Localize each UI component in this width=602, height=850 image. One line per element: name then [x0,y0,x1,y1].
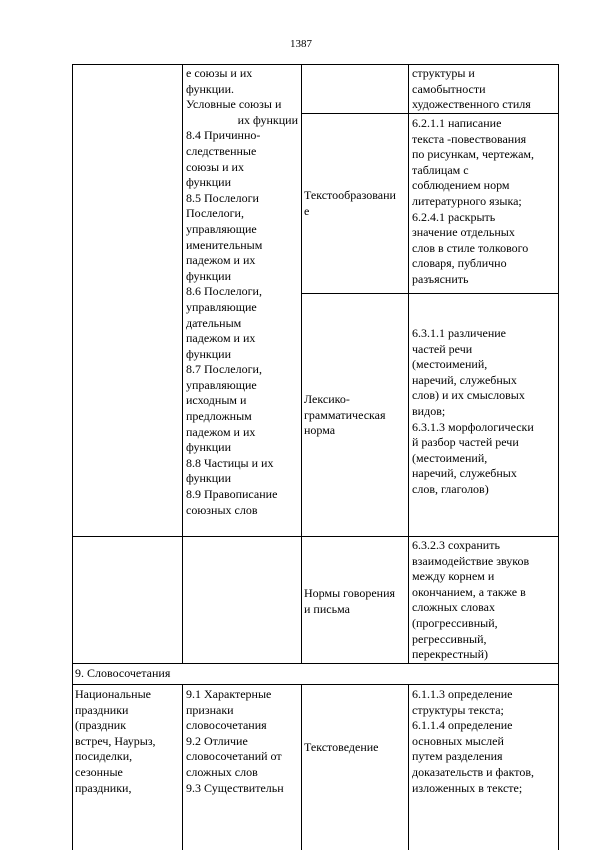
grammar-topics-cell-2 [186,687,298,796]
text-line: взаимодействие звуков [412,553,530,568]
text-line: управляющие [186,221,257,236]
text-line: 8.4 Причинно- [186,128,261,143]
text-line: управляющие [186,377,257,392]
text-line: падежом и их [186,331,256,346]
text-line: окончанием, а также в [412,584,526,599]
text-line: 6.3.1.1 различение [412,326,507,340]
text-line: союзы и их [186,159,244,174]
text-line: слов в стиле толкового [412,240,529,255]
text-line: праздники, [75,780,132,795]
text-line: праздники [75,702,129,717]
text-line: перекрестный) [412,647,489,662]
text-line: самобытности [412,81,486,96]
text-line: их функции [237,112,298,127]
text-line: 9.1 Характерные [186,687,272,701]
text-line: 8.5 Послелоги [186,190,259,205]
row-divider-d [72,663,559,664]
outcomes-cell-e [412,687,556,796]
text-line: Текстообразовани [304,188,396,202]
text-line: структуры текста; [412,702,504,717]
text-line: именительным [186,237,263,252]
text-line: разъяснить [412,271,469,286]
row-divider-e [72,684,559,685]
text-line: словаря, публично [412,256,507,271]
text-line: следственные [186,143,257,158]
text-line: изложенных в тексте; [412,780,523,795]
text-line: слов) и их смысловых [412,388,525,403]
grammar-topics-cell [186,66,298,518]
text-line: 9.3 Существительн [186,780,284,795]
text-line: функции. [186,81,234,96]
text-line: частей речи [412,341,473,356]
text-line: Нормы говорения [304,586,396,600]
text-line: грамматическая [304,407,386,422]
text-line: 9. Словосочетания [75,666,171,680]
text-line: наречий, служебных [412,466,517,481]
text-line: 6.3.1.3 морфологически [412,419,534,434]
text-line: посиделки, [75,749,133,764]
topic-cell-b [304,188,408,219]
text-line: (праздник [75,718,127,733]
column-divider-3-lower [408,684,409,850]
text-line: сложных слов [186,764,258,779]
text-line: исходным и [186,393,247,408]
text-line: (местоимений, [412,357,488,372]
text-line: регрессивный, [412,631,487,646]
text-line: 6.2.4.1 раскрыть [412,209,496,224]
text-line: норма [304,423,336,438]
text-line: художественного стиля [412,97,531,112]
section-header-collocations [75,666,555,682]
text-line: падежом и их [186,253,256,268]
text-line: е союзы и их [186,66,253,80]
text-line: структуры и [412,66,475,80]
row-divider-b [301,293,559,294]
table-border-right [558,64,559,850]
text-line: словосочетания [186,718,267,733]
text-line: (местоимений, [412,450,488,465]
text-line: функции [186,440,231,455]
text-line: 8.7 Послелоги, [186,362,262,377]
text-line: е [304,203,310,218]
text-line: 6.3.2.3 сохранить [412,538,500,552]
column-divider-2-lower [301,684,302,850]
table-border-top [72,64,559,65]
text-line: 8.8 Частицы и их [186,455,274,470]
outcomes-cell-c [412,326,556,498]
topic-cell-e [304,740,408,756]
text-line: сложных словах [412,600,495,615]
text-line: 9.2 Отличие [186,733,248,748]
text-line: между корнем и [412,569,495,584]
text-line: соблюдением норм [412,178,510,193]
text-line: функции [186,346,231,361]
text-line: 6.1.1.3 определение [412,687,513,701]
outcomes-cell-a [412,66,556,113]
text-line: союзных слов [186,502,258,517]
text-line: Национальные [75,687,151,701]
column-divider-1-lower [182,684,183,850]
text-line: наречий, служебных [412,372,517,387]
row-divider-a [301,113,559,114]
text-line: Послелоги, [186,206,244,221]
text-line: по рисункам, чертежам, [412,147,534,162]
text-line: падежом и их [186,424,256,439]
theme-cell [75,687,181,796]
column-divider-1 [182,64,183,663]
text-line: и письма [304,601,350,616]
text-line: видов; [412,403,446,418]
text-line: управляющие [186,299,257,314]
text-line: 6.2.1.1 написание [412,116,502,130]
text-line: таблицам с [412,162,469,177]
outcomes-cell-b [412,116,556,288]
text-line: (прогрессивный, [412,615,498,630]
text-line: й разбор частей речи [412,435,519,450]
text-line: дательным [186,315,242,330]
text-line: Условные союзы и [186,97,282,112]
topic-cell-d [304,586,408,617]
text-line: встреч, Наурыз, [75,733,156,748]
column-divider-3 [408,64,409,663]
row-divider-c [72,536,559,537]
text-line: словосочетаний от [186,749,282,764]
text-line: 6.1.1.4 определение [412,718,513,733]
text-line: литературного языка; [412,193,522,208]
text-line: Лексико- [304,392,350,406]
text-line: слов, глаголов) [412,481,489,496]
text-line: сезонные [75,764,123,779]
topic-cell-c [304,392,408,439]
text-line: предложным [186,409,252,424]
text-line: функции [186,268,231,283]
page-number: 1387 [290,38,312,50]
text-line: доказательств и фактов, [412,764,535,779]
text-line: значение отдельных [412,225,515,240]
table-border-left [72,64,73,850]
column-divider-2 [301,64,302,663]
text-line: путем разделения [412,749,503,764]
outcomes-cell-d [412,538,556,663]
text-line: признаки [186,702,234,717]
text-line: 8.6 Послелоги, [186,284,262,299]
text-line: текста -повествования [412,131,527,146]
text-line: функции [186,471,231,486]
text-line: 8.9 Правописание [186,487,278,502]
text-line: основных мыслей [412,733,504,748]
text-line: Текстоведение [304,740,379,754]
text-line: функции [186,175,231,190]
